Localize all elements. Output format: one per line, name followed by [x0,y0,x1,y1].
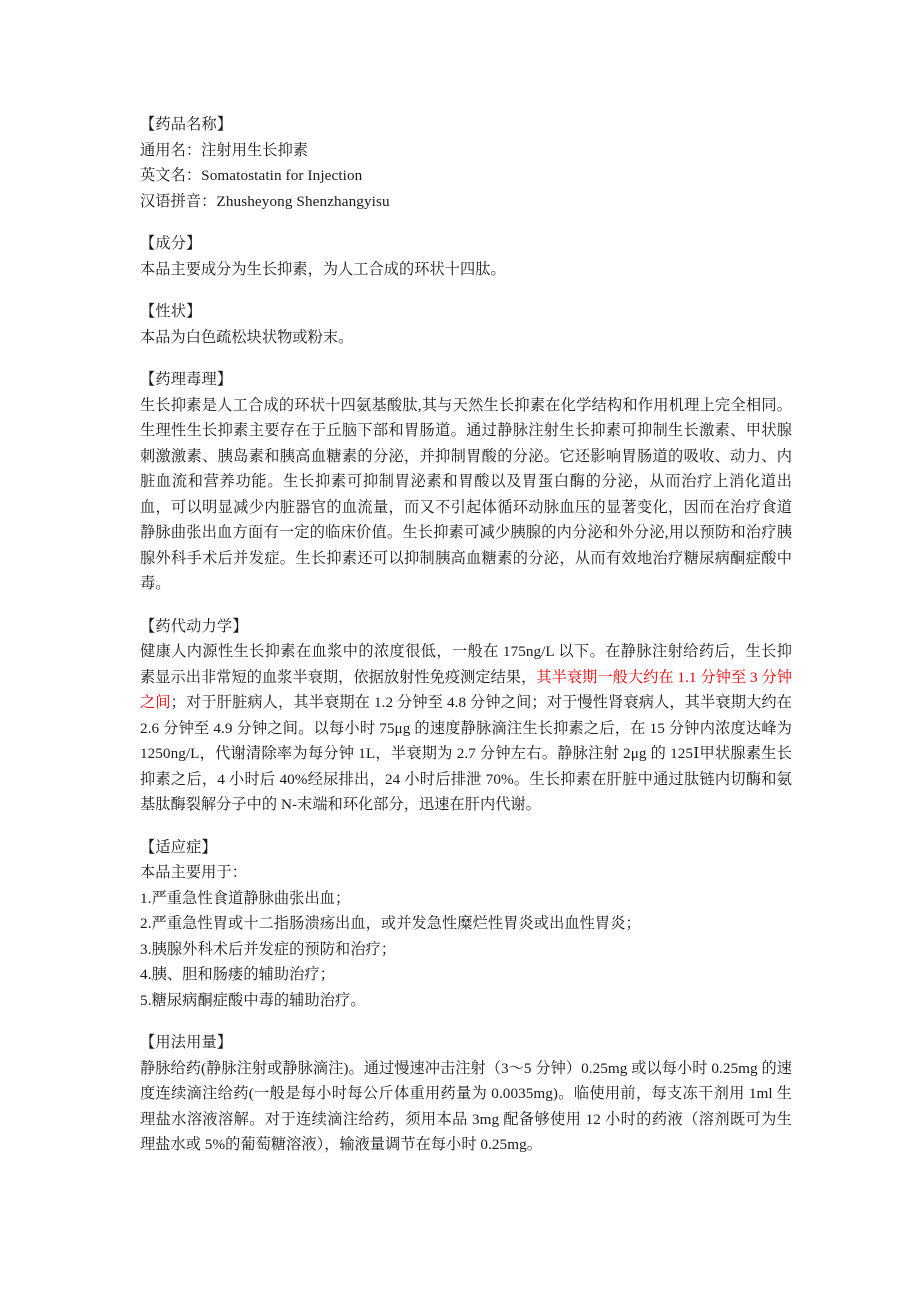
pharmacokinetics-body [140,639,792,818]
pinyin-name-line: 汉语拼音：Zhusheyong Shenzhangyisu [140,192,390,210]
indication-item: 1.严重急性食道静脉曲张出血； [140,889,351,907]
section-dosage [140,1030,792,1158]
indication-item: 2.严重急性胃或十二指肠溃疡出血，或并发急性糜烂性胃炎或出血性胃炎； [140,915,641,932]
indication-item: 3.胰腺外科术后并发症的预防和治疗； [140,940,397,958]
description-body: 本品为白色疏松块状物或粉末。 [140,328,354,346]
composition-body: 本品主要成分为生长抑素，为人工合成的环状十四肽。 [140,260,506,278]
indications-intro: 本品主要用于： [140,864,248,881]
pharmacokinetics-highlighted-halflife: 其半衰期一般大约在 1.1 分钟至 3 分钟之间 [140,668,792,711]
generic-name-line: 通用名：注射用生长抑素 [140,141,309,159]
heading-description: 【性状】 [140,303,202,320]
document-content [140,112,792,1158]
section-pharmacology [140,367,792,597]
heading-pharmacology: 【药理毒理】 [140,371,233,388]
section-pharmacokinetics [140,614,792,818]
indication-item: 4.胰、胆和肠瘘的辅助治疗； [140,966,336,983]
section-indications [140,835,792,1014]
heading-drug-name: 【药品名称】 [140,116,233,133]
pharmacokinetics-text-before: 健康人内源性生长抑素在血浆中的浓度很低，一般在 175ng/L 以下。在静脉注射给药后，生长抑素显示出非常短的血浆半衰期，依据放射性免疫测定结果， [140,643,792,686]
section-composition [140,231,792,282]
dosage-body: 静脉给药(静脉注射或静脉滴注)。通过慢速冲击注射（3～5 分钟）0.25mg 或以每小时 0.25mg 的速度连续滴注给药(一般是每小时每公斤体重用药量为 0.0035mg)。临使用前，每支冻干剂用 1ml 生理盐水溶液溶解。对于连续滴注给药，须用本品 3mg 配备够使用 12 小时的药液（溶剂既可为生理盐水或 5%的葡萄糖溶液），输液量调节在每小时 0.25mg。 [140,1059,792,1153]
pharmacology-body: 生长抑素是人工合成的环状十四氨基酸肽,其与天然生长抑素在化学结构和作用机理上完全相同。生理性生长抑素主要存在于丘脑下部和胃肠道。通过静脉注射生长抑素可抑制生长激素、甲状腺刺激激素、胰岛素和胰高血糖素的分泌，并抑制胃酸的分泌。它还影响胃肠道的吸收、动力、内脏血流和营养功能。生长抑素可抑制胃泌素和胃酸以及胃蛋白酶的分泌，从而治疗上消化道出血，可以明显减少内脏器官的血流量，而又不引起体循环动脉血压的显著变化，因而在治疗食道静脉曲张出血方面有一定的临床价值。生长抑素可减少胰腺的内分泌和外分泌,用以预防和治疗胰腺外科手术后并发症。生长抑素还可以抑制胰高血糖素的分泌，从而有效地治疗糖尿病酮症酸中毒。 [140,396,792,592]
heading-indications: 【适应症】 [140,838,217,856]
section-drug-name [140,112,792,214]
english-name-line: 英文名：Somatostatin for Injection [140,167,363,184]
indication-item: 5.糖尿病酮症酸中毒的辅助治疗。 [140,991,366,1009]
pharmacokinetics-text-after: ；对于肝脏病人，其半衰期在 1.2 分钟至 4.8 分钟之间；对于慢性肾衰病人，其半衰期大约在 2.6 分钟至 4.9 分钟之间。以每小时 75μg 的速度静脉滴注生长抑素之后，在 15 分钟内浓度达峰为 1250ng/L，代谢清除率为每分钟 1L，半衰期为 2.7 分钟左右。静脉注射 2μg 的 125Ⅰ甲状腺素生长抑素之后，4 小时后 40%经尿排出，24 小时后排泄 70%。生长抑素在肝脏中通过肽链内切酶和氨基肽酶裂解分子中的 N-末端和环化部分，迅速在肝内代谢。 [140,694,792,813]
heading-dosage: 【用法用量】 [140,1034,233,1051]
heading-pharmacokinetics: 【药代动力学】 [140,617,248,635]
heading-composition: 【成分】 [140,235,202,252]
section-description [140,299,792,350]
